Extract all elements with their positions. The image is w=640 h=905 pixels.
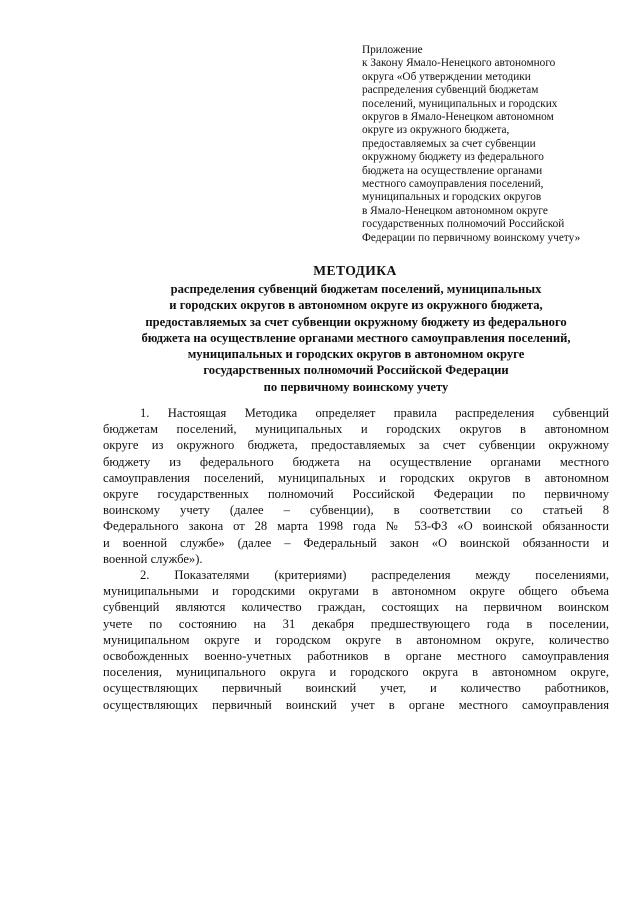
paragraph-1-line: самоуправления поселений, муниципальных и городских округов в автономном: [103, 470, 609, 485]
appendix-line: окружному бюджету из федерального: [362, 151, 544, 164]
appendix-line: бюджета на осуществление органами: [362, 164, 543, 177]
appendix-line: в Ямало-Ненецком автономном округе: [362, 204, 548, 217]
paragraph-1-line: и военной службе» (далее – Федеральный закон «О воинской обязанности и: [103, 535, 609, 550]
paragraph-1-line: Федерального закона от 28 марта 1998 года № 53-ФЗ «О воинской обязанности: [103, 519, 609, 534]
paragraph-2-line: 2. Показателями (критериями) распределения между поселениями,: [140, 568, 609, 583]
appendix-line: округа «Об утверждении методики: [362, 70, 531, 83]
paragraph-2-line: поселения, муниципального округа и городского округа в автономном округе,: [103, 665, 609, 680]
appendix-line: округе из окружного бюджета,: [362, 124, 510, 137]
appendix-line: местного самоуправления поселений,: [362, 178, 544, 191]
appendix-line: поселений, муниципальных и городских: [362, 97, 558, 110]
appendix-line: Федерации по первичному воинскому учету»: [362, 231, 581, 244]
paragraph-1-line: бюджетам поселений, муниципальных и городских округов в автономном: [103, 422, 609, 437]
appendix-line: к Закону Ямало-Ненецкого автономного: [362, 57, 556, 70]
subtitle-line: бюджета на осуществление органами местного самоуправления поселений,: [141, 330, 571, 345]
subtitle-line: государственных полномочий Российской Федерации: [203, 363, 509, 378]
paragraph-2-line: освобожденных военно-учетных работников в органе местного самоуправления: [103, 649, 609, 664]
document-title: МЕТОДИКА: [313, 263, 397, 278]
subtitle-line: предоставляемых за счет субвенции окружному бюджету из федерального: [145, 314, 567, 329]
paragraph-1-line: бюджету из федерального бюджета на осуществление органами местного: [103, 454, 609, 469]
document-body: [103, 405, 609, 713]
document-subtitle: [96, 281, 616, 395]
subtitle-line: по первичному воинскому учету: [263, 379, 449, 394]
subtitle-line: распределения субвенций бюджетам поселений, муниципальных: [170, 282, 542, 296]
appendix-line: муниципальных и городских округов: [362, 191, 542, 204]
subtitle-line: муниципальных и городских округов в автономном округе: [187, 347, 525, 362]
paragraph-2-line: муниципальном округе и городском округе в автономном округе, количество: [103, 632, 609, 647]
appendix-line: предоставляемых за счет субвенции: [362, 137, 536, 150]
paragraph-1-line: военной службе»).: [103, 551, 203, 566]
paragraph-2-line: муниципальными и городскими округами в автономном округе общего объема: [103, 584, 609, 599]
paragraph-2-line: субвенций являются количество граждан, состоящих на первичном воинском: [103, 600, 609, 615]
appendix-line: Приложение: [362, 44, 423, 56]
subtitle-line: и городских округов в автономном округе из окружного бюджета,: [169, 298, 543, 313]
appendix-line: распределения субвенций бюджетам: [362, 84, 539, 97]
paragraph-1-line: 1. Настоящая Методика определяет правила распределения субвенций: [140, 406, 609, 420]
appendix-note: [362, 44, 624, 245]
paragraph-1-line: воинскому учету (далее – субвенции), в соответствии со статьей 8: [103, 503, 609, 518]
paragraph-2-line: осуществляющих первичный воинский учет, и количество работников,: [103, 681, 609, 696]
paragraph-1-line: округе из окружного бюджета, предоставляемых за счет субвенции окружному: [103, 438, 609, 453]
paragraph-1-line: округе государственных полномочий Российской Федерации по первичному: [103, 487, 609, 502]
appendix-line: округов в Ямало-Ненецком автономном: [362, 111, 554, 124]
paragraph-2-line: учете по состоянию на 31 декабря предшествующего года в поселении,: [103, 616, 609, 631]
paragraph-2-line: осуществляющих первичный воинский учет в органе местного самоуправления: [103, 697, 609, 712]
appendix-line: государственных полномочий Российской: [362, 218, 565, 231]
